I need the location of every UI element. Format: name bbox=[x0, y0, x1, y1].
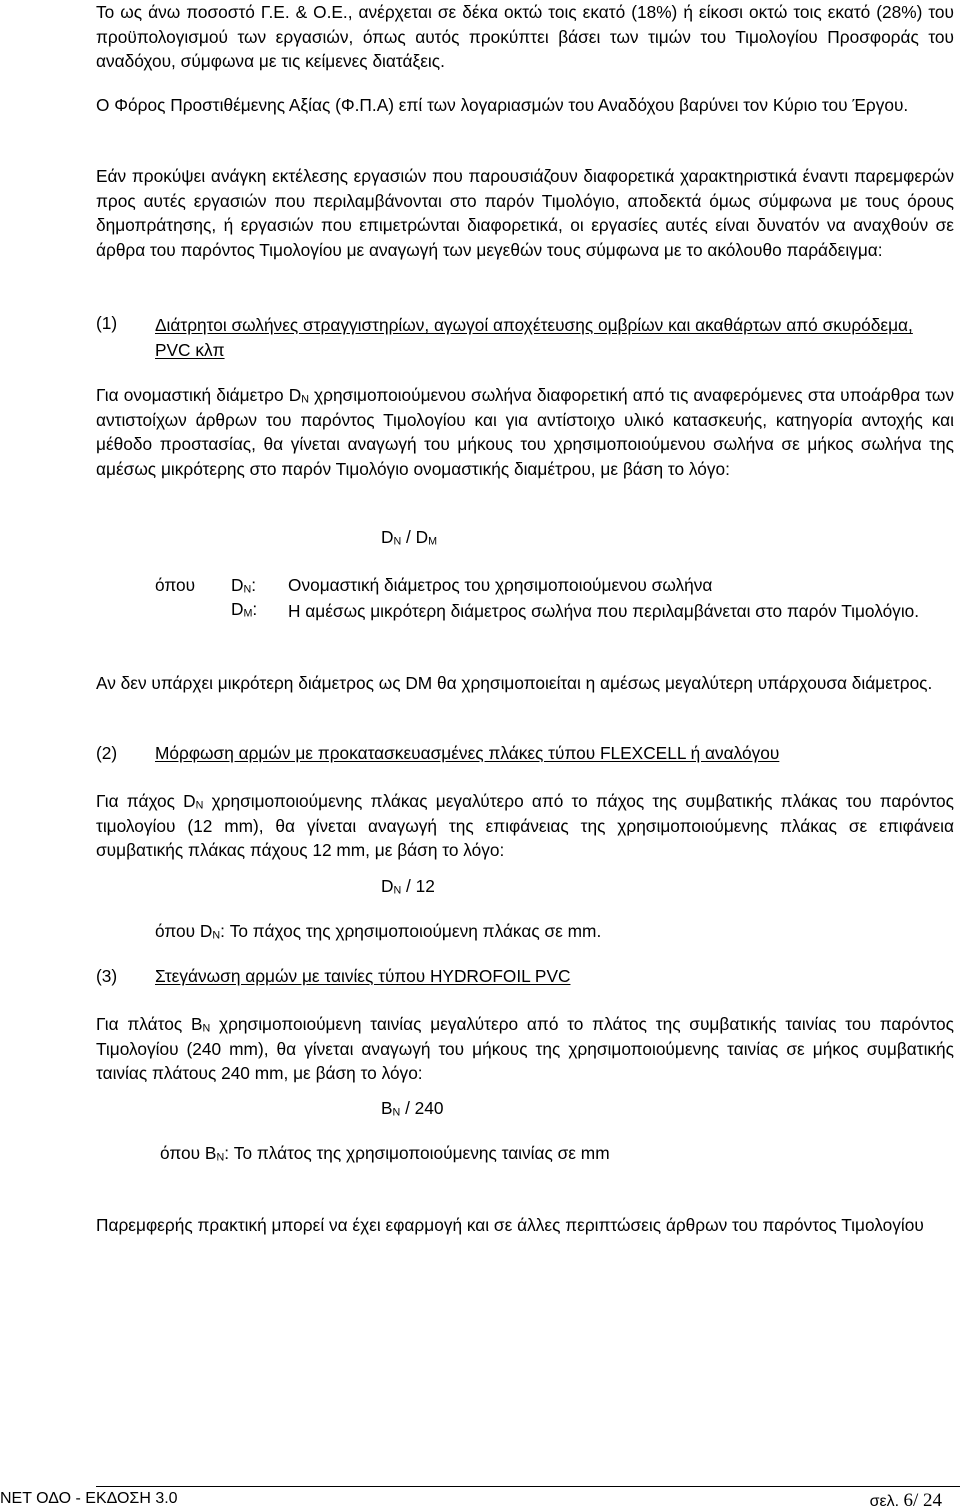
case1-def2-text: Η αμέσως μικρότερη διάμετρος σωλήνα που περιλαμβάνεται στο παρόν Τιμολόγιο. bbox=[288, 601, 920, 621]
closing-paragraph: Παρεμφερής πρακτική μπορεί να έχει εφαρμογή και σε άλλες περιπτώσεις άρθρων του παρόντος Τιμολογίου bbox=[96, 1215, 924, 1235]
reduction-paragraph: Εάν προκύψει ανάγκη εκτέλεσης εργασιών που παρουσιάζουν διαφορετικά χαρακτηριστικά έναντι παρεμφερών προς αυτές εργασιών που περιλαμβάνονται στο παρόν Τιμολόγιο, αποδεκτά όμως σύμφωνα με τους όρους δημοπράτησης, ή εργασιών που επιμετρώνται διαφορετικά, οι εργασίες αυτές είναι δυνατόν να αναχθούν σε άρθρα του παρόντος Τιμολογίου με αναγωγή των μεγεθών τους σύμφωνα με το ακόλουθο παράδειγμα: bbox=[96, 166, 954, 260]
footer-page: σελ. 6/ 24 bbox=[869, 1490, 942, 1511]
case1-def1-text: Ονομαστική διάμετρος του χρησιμοποιούμενου σωλήνα bbox=[288, 575, 713, 595]
vat-paragraph: Ο Φόρος Προστιθέμενης Αξίας (Φ.Π.Α) επί των λογαριασμών του Αναδόχου βαρύνει τον Κύριο του Έργου. bbox=[96, 95, 909, 115]
case2-paragraph: Για πάχος $D_N$ χρησιμοποιούμενης πλάκας μεγαλύτερο από το πάχος της συμβατικής πλάκας του παρόντος τιμολογίου (12 mm), θα γίνεται αναγωγή της επιφάνειας της χρησιμοποιούμενης πλάκας σε επιφάνεια συμβατικής πλάκας πάχους 12 mm, με βάση το λόγο: bbox=[96, 791, 954, 860]
case3-heading: Στεγάνωση αρμών με ταινίες τύπου HYDROFOIL PVC bbox=[155, 966, 571, 986]
case1-formula: $D_N / D_M$ bbox=[381, 527, 438, 548]
case2-where: όπου $D_N$: Το πάχος της χρησιμοποιούμενη πλάκας σε mm. bbox=[155, 921, 602, 942]
case1-where-label: όπου bbox=[155, 575, 196, 595]
footer-rule bbox=[96, 1486, 960, 1487]
case1-number: (1) bbox=[96, 313, 118, 333]
case2-number: (2) bbox=[96, 743, 118, 763]
case2-heading: Μόρφωση αρμών με προκατασκευασμένες πλάκες τύπου FLEXCELL ή αναλόγου bbox=[155, 743, 780, 763]
case3-number: (3) bbox=[96, 966, 118, 986]
case1-note: Αν δεν υπάρχει μικρότερη διάμετρος ως DM θα χρησιμοποιείται η αμέσως μεγαλύτερη υπάρχουσα διάμετρος. bbox=[96, 673, 933, 693]
case1-paragraph: Για ονομαστική διάμετρο $D_N$ χρησιμοποιούμενου σωλήνα διαφορετική από τις αναφερόμενες στα υποάρθρα των αντιστοίχων άρθρων του παρόντος Τιμολογίου και για αντίστοιχο υλικό κατασκευής, κατηγορία αντοχής και μέθοδο προστασίας, θα γίνεται αναγωγή του μήκους του χρησιμοποιούμενου σωλήνα σε μήκος σωλήνα της αμέσως μικρότερης στο παρόν Τιμολόγιο ονομαστικής διαμέτρου, με βάση το λόγο: bbox=[96, 385, 954, 479]
page-number: 6/ 24 bbox=[903, 1490, 942, 1511]
case3-where: όπου $B_N$: Το πλάτος της χρησιμοποιούμενης ταινίας σε mm bbox=[160, 1143, 610, 1164]
intro-paragraph: Το ως άνω ποσοστό Γ.Ε. & Ο.Ε., ανέρχεται σε δέκα οκτώ τοις εκατό (18%) ή είκοσι οκτώ τοις εκατό (28%) του προϋπολογισμού των εργασιών, όπως αυτός προκύπτει βάσει των τιμών του Τιμολογίου Προσφοράς του αναδόχου, σύμφωνα με τις κείμενες διατάξεις. bbox=[96, 2, 954, 71]
case2-formula: $D_N / 12$ bbox=[381, 876, 435, 897]
footer-edition: ΝΕΤ ΟΔΟ - ΕΚΔΟΣΗ 3.0 bbox=[0, 1490, 178, 1507]
case1-sub-n: N bbox=[301, 393, 309, 406]
case1-heading: Διάτρητοι σωλήνες στραγγιστηρίων, αγωγοί αποχέτευσης ομβρίων και ακαθάρτων από σκυρόδεμα, PVC κλπ bbox=[155, 315, 913, 360]
case3-paragraph: Για πλάτος $B_N$ χρησιμοποιούμενη ταινίας μεγαλύτερο από το πλάτος της συμβατικής ταινίας του παρόντος Τιμολογίου (240 mm), θα γίνεται αναγωγή του μήκους της χρησιμοποιούμενης ταινίας σε μήκος συμβατικής ταινίας πλάτους 240 mm, με βάση το λόγο: bbox=[96, 1014, 954, 1083]
case3-formula: $B_N / 240$ bbox=[381, 1098, 444, 1119]
case1-def1-symbol: $D_N$: bbox=[231, 575, 257, 596]
case1-def2-symbol: $D_M$: bbox=[231, 599, 258, 620]
